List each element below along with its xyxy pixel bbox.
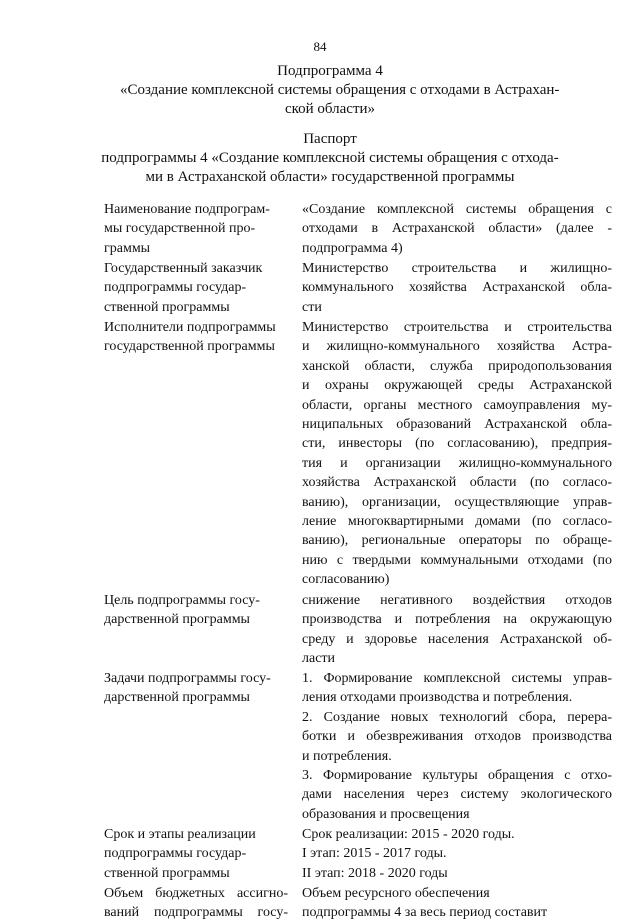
row-label [104, 884, 288, 923]
value-line: Объем ресурсного обеспечения [302, 886, 490, 901]
passport-row-terms [0, 825, 640, 884]
value-line: ботки и обезвреживания отходов производства [302, 729, 612, 745]
row-label [104, 591, 288, 630]
label-line: государственной программы [104, 339, 275, 355]
value-line: ниципальных образований Астраханской обла- [302, 417, 612, 433]
subprogram-heading-line: Подпрограмма 4 [277, 63, 383, 79]
value-line: образования и просвещения [302, 806, 470, 822]
value-line: Срок реализации: 2015 - 2020 годы. [302, 827, 515, 842]
value-line: подпрограммы 4 за весь период составит [302, 905, 548, 921]
value-line: и жилищно-коммунального хозяйства Астра- [302, 339, 612, 355]
row-label [104, 669, 288, 708]
label-line: подпрограммы государ- [104, 846, 247, 862]
value-line: отходами в Астраханской области» (далее - [302, 221, 612, 237]
value-line: среду и здоровье населения Астраханской об- [302, 631, 612, 647]
subprogram-heading-line: «Создание комплексной системы обращения с отходами в Астрахан- [120, 82, 560, 98]
passport-row-goal [0, 591, 640, 669]
label-line: Наименование подпрограм- [104, 202, 270, 217]
page-number: 84 [313, 39, 327, 54]
row-value [302, 318, 612, 590]
row-value [302, 884, 612, 923]
value-line: подпрограмма 4) [302, 240, 403, 256]
value-line: ление многоквартирными домами (по согласо- [302, 514, 612, 530]
value-line: 2. Создание новых технологий сбора, перера- [302, 709, 612, 725]
value-line: ханской области, служба природопользования [302, 358, 612, 374]
label-line: дарственной программы [104, 612, 250, 628]
row-label [104, 200, 288, 258]
passport-heading [100, 130, 560, 187]
value-line: и охраны окружающей среды Астраханской [302, 378, 612, 394]
value-line: 1. Формирование комплексной системы управ- [302, 671, 612, 686]
label-line: Объем бюджетных ассигно- [104, 886, 288, 901]
row-value [302, 669, 612, 824]
value-line: ванию), региональные операторы по обраще- [302, 533, 612, 549]
value-line: хозяйства Астраханской области (по согласо- [302, 475, 612, 491]
label-line: подпрограммы государ- [104, 280, 247, 296]
passport-heading-line: подпрограммы 4 «Создание комплексной системы обращения с отхода- [101, 150, 559, 166]
value-line: ванию), организации, осуществляющие управ- [302, 494, 612, 510]
value-line: производства и потребления на окружающую [302, 612, 612, 628]
value-line: области, органы местного самоуправления му- [302, 397, 612, 413]
value-line: «Создание комплексной системы обращения с [302, 202, 612, 217]
value-line: коммунального хозяйства Астраханской обла- [302, 280, 612, 296]
value-line: Министерство строительства и строительства [302, 320, 612, 335]
value-line: сти [302, 299, 322, 315]
row-value [302, 825, 612, 883]
row-value [302, 200, 612, 258]
value-line: нию с твердыми коммунальными отходами (по [302, 552, 612, 568]
passport-row-executors [0, 318, 640, 591]
passport-row-customer [0, 259, 640, 318]
value-line: и потребления. [302, 748, 392, 764]
label-line: Государственный заказчик [104, 261, 263, 276]
value-line: 3. Формирование культуры обращения с отхо- [302, 768, 612, 784]
subprogram-heading [120, 62, 560, 119]
label-line: ственной программы [104, 299, 230, 315]
row-value [302, 591, 612, 669]
value-line: ления отходами производства и потребления. [302, 690, 573, 706]
label-line: граммы [104, 240, 151, 256]
label-line: дарственной программы [104, 690, 250, 706]
value-line: сти, инвесторы (по согласованию), предприя- [302, 436, 612, 452]
label-line: Исполнители подпрограммы [104, 320, 276, 335]
label-line: ваний подпрограммы госу- [104, 905, 288, 921]
value-line: II этап: 2018 - 2020 годы [302, 865, 448, 881]
value-line: ласти [302, 651, 336, 667]
row-label [104, 318, 288, 357]
passport-row-name [0, 200, 640, 259]
value-line: I этап: 2015 - 2017 годы. [302, 846, 447, 862]
label-line: Задачи подпрограммы госу- [104, 671, 271, 686]
passport-heading-line: Паспорт [303, 131, 357, 147]
passport-row-budget [0, 884, 640, 924]
value-line: дами населения через систему экологического [302, 787, 612, 803]
row-value [302, 259, 612, 317]
passport-heading-line: ми в Астраханской области» государственной программы [145, 169, 515, 185]
label-line: мы государственной про- [104, 221, 256, 237]
label-line: ственной программы [104, 865, 230, 881]
label-line: Срок и этапы реализации [104, 827, 256, 842]
value-line: Министерство строительства и жилищно- [302, 261, 612, 276]
row-label [104, 825, 288, 883]
label-line: Цель подпрограммы госу- [104, 593, 260, 608]
value-line: снижение негативного воздействия отходов [302, 593, 612, 608]
value-line: согласованию) [302, 572, 390, 588]
value-line: тия и организации жилищно-коммунального [302, 455, 612, 471]
passport-row-tasks [0, 669, 640, 825]
passport-table [0, 200, 640, 924]
row-label [104, 259, 288, 317]
subprogram-heading-line: ской области» [284, 101, 376, 117]
